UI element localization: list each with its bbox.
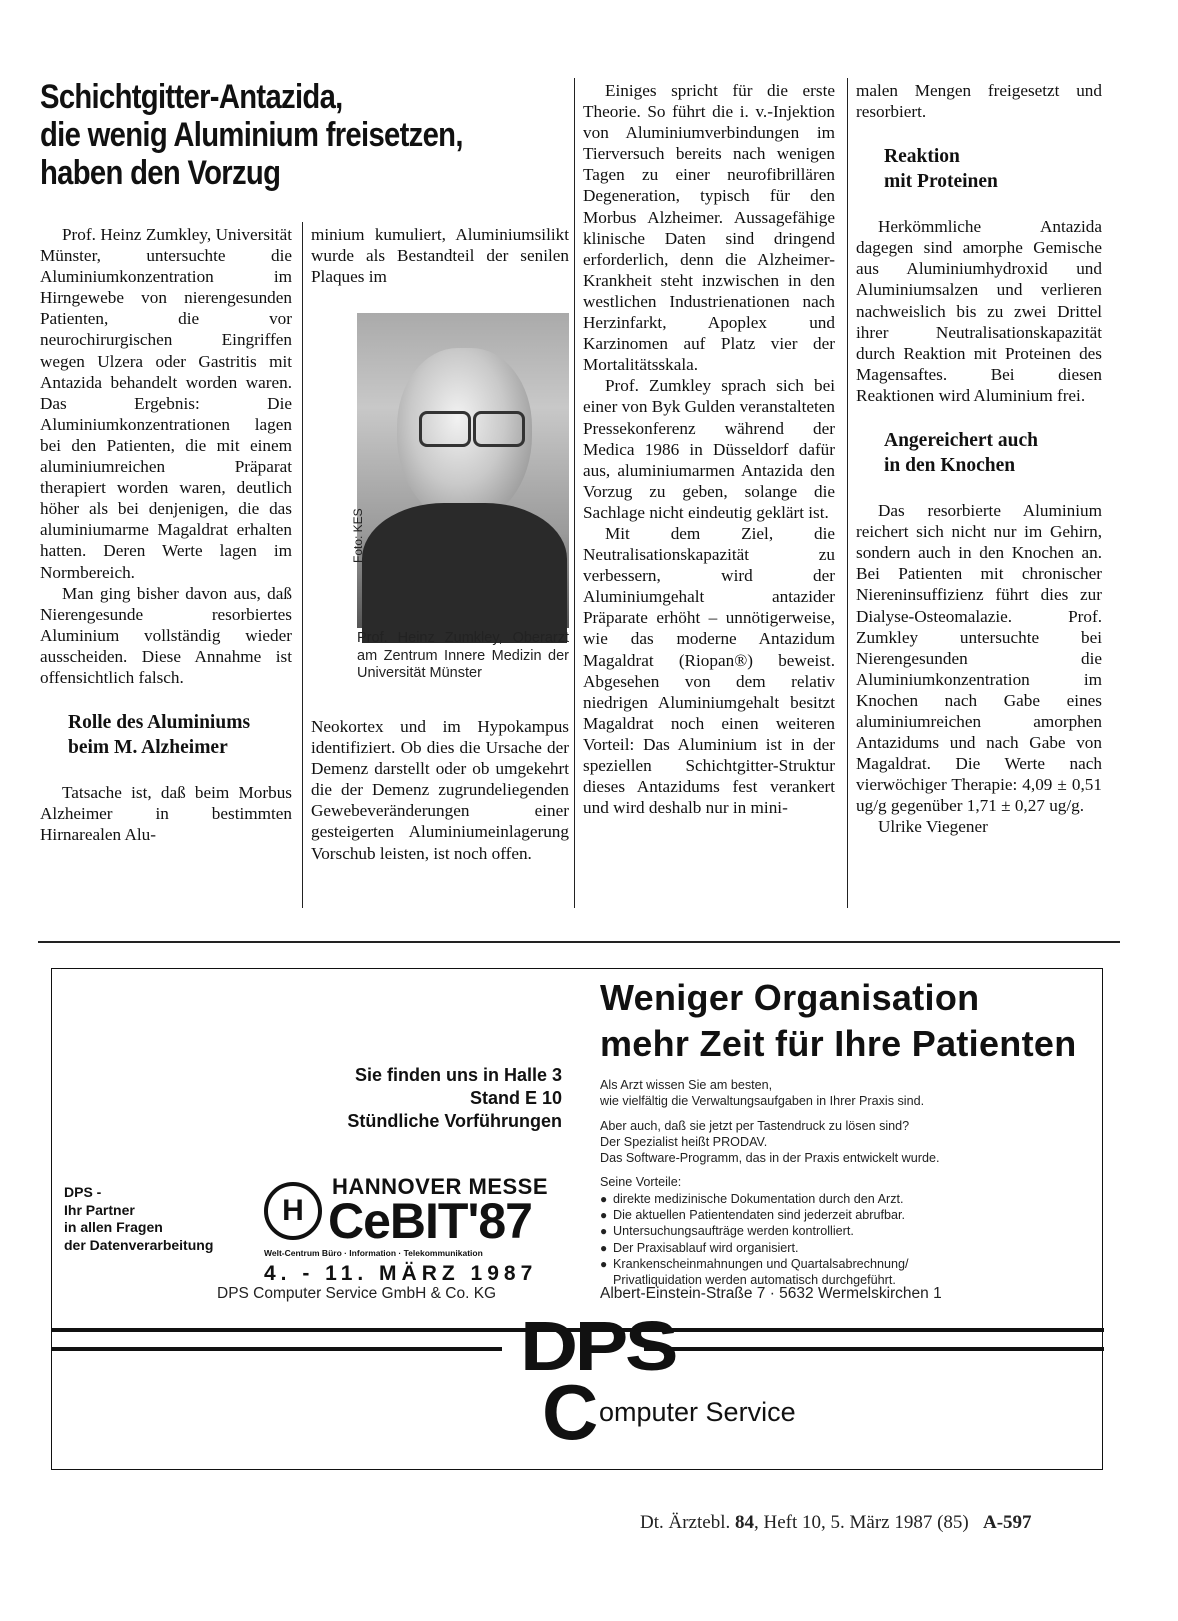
partner-line-1: DPS - <box>64 1184 102 1200</box>
advantage-item <box>600 1223 1100 1239</box>
column-3 <box>583 80 835 818</box>
footer-page-number: A-597 <box>983 1512 1032 1533</box>
footer-volume: 84 <box>734 1512 754 1533</box>
hannover-messe-icon: H <box>264 1182 322 1240</box>
advantage-item <box>600 1256 1100 1272</box>
hall-line-3: Stündliche Vorführungen <box>347 1111 562 1131</box>
headline-line-3: haben den Vorzug <box>40 154 281 192</box>
col4-paragraph-1: Herkömmliche Antazida dagegen sind amorphe Gemische aus Aluminiumhydroxid und Aluminiumsalzen und verlieren nachweislich bis zu zwei Drittel ihrer Neutralisationskapazität durch Reaktion mit Proteinen des Magensaftes. Bei diesen Reaktionen wird Aluminium frei. <box>856 217 1102 405</box>
cebit-subtitle: Welt-Centrum Büro · Information · Telekommunikation <box>264 1248 483 1258</box>
dps-logo-c: C <box>542 1368 599 1456</box>
advertisement <box>51 968 1103 1470</box>
section-rule <box>38 941 1120 943</box>
column-divider-2 <box>574 78 575 908</box>
author-name: Ulrike Viegener <box>878 817 988 837</box>
column-divider-1 <box>302 222 303 908</box>
subhead-line-2: mit Proteinen <box>884 171 998 193</box>
intro-line-1: Als Arzt wissen Sie am besten, <box>600 1078 773 1092</box>
col1-paragraph-2: Man ging bisher davon aus, daß Nierengesunde resorbiertes Aluminium vollständig wieder ausscheiden. Diese Annahme ist offensichtlich falsch. <box>40 583 292 687</box>
column-2-bottom <box>311 716 569 864</box>
photo-glasses-right <box>473 411 525 447</box>
headline-line-1: Schichtgitter-Antazida, <box>40 78 343 116</box>
ad-hall-info <box>347 1064 562 1133</box>
cebit-date: 4. - 11. MÄRZ 1987 <box>264 1262 538 1285</box>
subhead-proteine <box>856 144 1102 194</box>
subhead-line-2: beim M. Alzheimer <box>68 737 228 759</box>
subhead-line-1: Reaktion <box>884 146 960 168</box>
page-footer <box>640 1512 1032 1534</box>
advantage-item <box>600 1240 1100 1256</box>
ad-headline-line-1: Weniger Organisation <box>600 977 980 1018</box>
subhead-alzheimer <box>40 710 292 760</box>
bullet-icon: ● <box>600 1224 608 1239</box>
footer-journal: Dt. Ärztebl. <box>640 1512 735 1533</box>
bullet-icon: ● <box>600 1191 608 1206</box>
ad-body-text <box>600 1077 1100 1289</box>
company-address: Albert-Einstein-Straße 7 · 5632 Wermelskirchen 1 <box>600 1285 942 1302</box>
photo-caption: Prof. Heinz Zumkley, Oberarzt am Zentrum Innere Medizin der Universität Münster <box>357 630 569 682</box>
col4-top-text: malen Mengen freigesetzt und resorbiert. <box>856 81 1102 122</box>
footer-issue: , Heft 10, 5. März 1987 (85) <box>753 1512 969 1533</box>
intro-line-2: wie vielfältig die Verwaltungsaufgaben in Ihrer Praxis sind. <box>600 1094 925 1109</box>
subhead-line-1: Rolle des Aluminiums <box>68 712 251 734</box>
ad-headline <box>600 975 1077 1067</box>
partner-line-4: der Datenverarbeitung <box>64 1236 214 1253</box>
photo-credit: Foto: KES <box>351 508 365 563</box>
company-name: DPS Computer Service GmbH & Co. KG <box>217 1285 497 1302</box>
bullet-icon: ● <box>600 1208 608 1223</box>
col3-paragraph-2: Prof. Zumkley sprach sich bei einer von Byk Gulden veranstalteten Pressekonferenz während der Medica 1986 in Düsseldorf dafür aus, aluminiumarmen Antazida den Vorzug zu geben, solange die Sachlage nicht eindeutig geklärt ist. <box>583 376 836 522</box>
intro-line-4: Der Spezialist heißt PRODAV. <box>600 1134 768 1149</box>
bullet-icon: ● <box>600 1256 608 1271</box>
logo-rule <box>52 1347 502 1351</box>
subhead-line-2: in den Knochen <box>884 455 1016 477</box>
photo-glasses-left <box>419 411 471 447</box>
cebit-hannover-messe: HANNOVER MESSE <box>332 1174 549 1199</box>
advantage-text: direkte medizinische Dokumentation durch den Arzt. <box>613 1191 904 1206</box>
advantage-text: Der Praxisablauf wird organisiert. <box>613 1240 799 1255</box>
subhead-line-1: Angereichert auch <box>884 430 1038 452</box>
portrait-photo <box>351 313 569 628</box>
advantage-text: Krankenscheinmahnungen und Quartalsabrechnung/ <box>613 1256 909 1271</box>
article-headline <box>40 78 522 192</box>
advantage-item <box>600 1191 1100 1207</box>
column-1 <box>40 224 292 845</box>
ad-partner-text <box>64 1184 213 1254</box>
partner-line-3: in allen Fragen <box>64 1219 163 1235</box>
col2-bottom-text: Neokortex und im Hypokampus identifiziert. Ob dies die Ursache der Demenz darstellt oder ob umgekehrt die der Demenz zugrundeliegenden Gewebeveränderungen einer gesteigerten Aluminiumeinlagerung Vorschub leisten, ist noch offen. <box>311 717 569 863</box>
bullet-icon: ● <box>600 1240 608 1255</box>
headline-line-2: die wenig Aluminium freisetzen, <box>40 116 463 154</box>
column-4 <box>856 80 1102 838</box>
intro-line-3: Aber auch, daß sie jetzt per Tastendruck zu lösen sind? <box>600 1118 910 1133</box>
col1-paragraph-3: Tatsache ist, daß beim Morbus Alzheimer in bestimmten Hirnarealen Alu- <box>40 783 292 845</box>
advantage-text: Untersuchungsaufträge werden kontrolliert. <box>613 1224 854 1239</box>
dps-logo: DPS <box>520 1307 676 1385</box>
advantage-text: Die aktuellen Patientendaten sind jederzeit abrufbar. <box>613 1208 905 1223</box>
col1-paragraph-1: Prof. Heinz Zumkley, Universität Münster, untersuchte die Aluminiumkonzentration im Hirngewebe von nierengesunden Patienten, die vor neurochirurgischen Eingriffen wegen Ulzera oder Gastritis mit Antazida behandelt worden waren. Das Ergebnis: Die Aluminiumkonzentrationen lagen bei den Patienten, die mit einem aluminiumreichen Präparat therapiert worden waren, deutlich höher als bei denjenigen, die das aluminiumarme Magaldrat erhalten hatten. Deren Werte lagen im Normbereich. <box>40 225 292 582</box>
hall-line-2: Stand E 10 <box>469 1088 562 1108</box>
hall-line-1: Sie finden uns in Halle 3 <box>354 1065 562 1085</box>
advantage-continued: Privatliquidation werden automatisch durchgeführt. <box>613 1273 896 1288</box>
advantages-title: Seine Vorteile: <box>600 1175 682 1190</box>
col4-paragraph-2: Das resorbierte Aluminium reichert sich nicht nur im Gehirn, sondern auch in den Knochen an. Bei Patienten mit chronischer Niereninsuffizienz führt dies zur Dialyse-Osteomalazie. Prof. Zumkley untersuchte bei Nierengesunden die Aluminiumkonzentration im Knochen nach Gabe eines aluminiumreichen amorphen Antazidums und nach Gabe von Magaldrat. Die Werte nach vierwöchiger Therapie: 4,09 ± 0,51 ug/g gegenüber 1,71 ± 0,27 ug/g. <box>856 501 1102 816</box>
intro-line-5: Das Software-Programm, das in der Praxis entwickelt wurde. <box>600 1151 940 1166</box>
logo-rule <box>644 1347 1104 1351</box>
col3-paragraph-3: Mit dem Ziel, die Neutralisationskapazität zu verbessern, wird der Aluminiumgehalt antazider Präparate erhöht – unnötigerweise, wie das moderne Antazidum Magaldrat (Riopan®) beweist. Abgesehen von dem relativ niedrigen Aluminiumgehalt besitzt Magaldrat noch einen weiteren Vorteil: Das Aluminium ist in der speziellen Schichtgitter-Struktur dieses Antazidums fest verankert und wird deshalb nur in mini- <box>583 523 835 818</box>
partner-line-2: Ihr Partner <box>64 1201 135 1218</box>
advantage-item <box>600 1207 1100 1223</box>
ad-headline-line-2: mehr Zeit für Ihre Patienten <box>600 1023 1077 1064</box>
cebit-title: CeBIT'87 <box>328 1193 532 1249</box>
dps-logo-text: omputer Service <box>599 1397 796 1427</box>
col2-top-text: minium kumuliert, Aluminiumsilikt wurde als Bestandteil der senilen Plaques im <box>311 225 569 287</box>
col3-paragraph-1: Einiges spricht für die erste Theorie. So führt die i. v.-Injektion von Aluminiumverbindungen im Tierversuch bereits nach wenigen Tagen zu einer neurofibrillären Degeneration, typisch für den Morbus Alzheimer. Aussagefähige klinische Daten sind dringend erforderlich, denn die Alzheimer-Krankheit steht inzwischen in den westlichen Industrienationen nach Herzinfarkt, Apoplex und Karzinomen auf Platz vier der Mortalitätsskala. <box>583 81 835 375</box>
photo-body-shape <box>362 503 567 643</box>
column-divider-3 <box>847 78 848 908</box>
column-2-top <box>311 224 569 287</box>
subhead-knochen <box>856 428 1102 478</box>
